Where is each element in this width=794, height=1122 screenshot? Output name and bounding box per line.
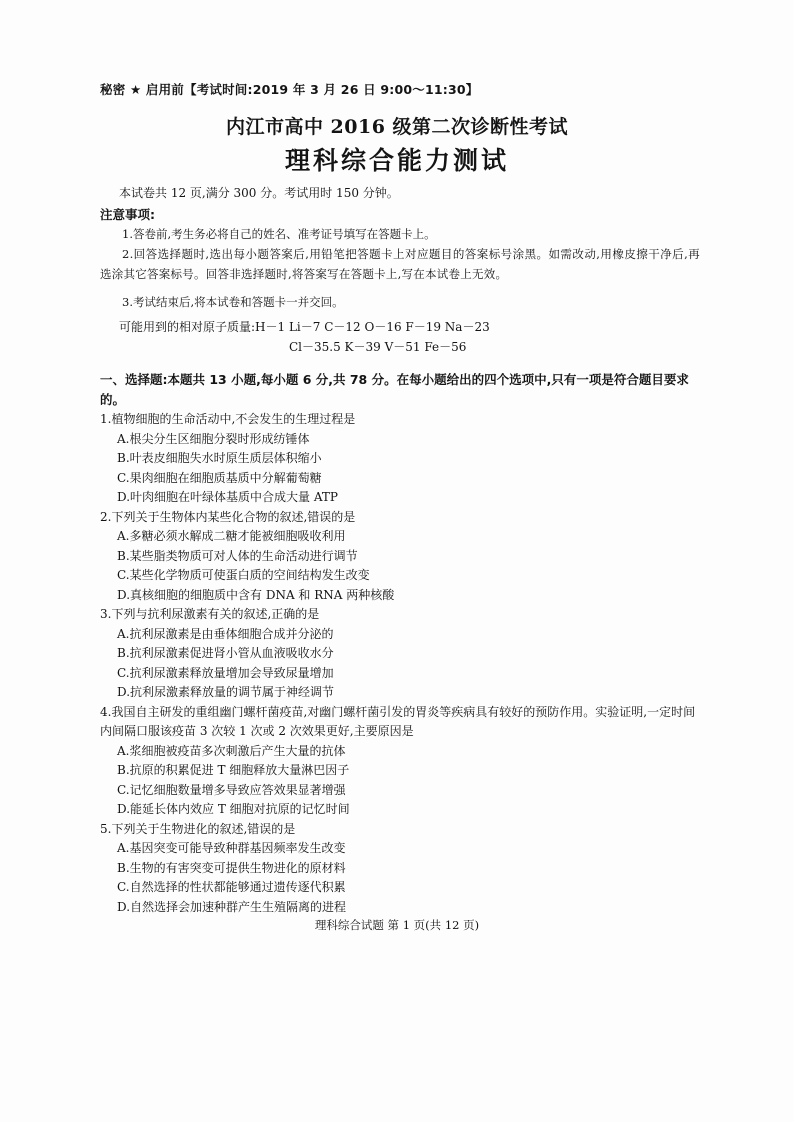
- option-c: C.果肉细胞在细胞质基质中分解葡萄糖: [117, 470, 322, 485]
- notice-item-text: 2.回答选择题时,选出每小题答案后,用铅笔把答题卡上对应题目的答案标号涂黑。如需改动,用橡皮擦干净后,再选涂其它答案标号。回答非选择题时,将答案写在答题卡上,写在本试卷上无效。: [100, 247, 700, 281]
- option-d: D.自然选择会加速种群产生生殖隔离的进程: [117, 899, 347, 914]
- page-footer: 理科综合试题 第 1 页(共 12 页): [314, 918, 480, 932]
- option-d: D.叶肉细胞在叶绿体基质中合成大量 ATP: [117, 490, 338, 504]
- option-a: A.多糖必须水解成二糖才能被细胞吸收利用: [117, 529, 346, 543]
- paper-intro: 本试卷共 12 页,满分 300 分。考试用时 150 分钟。: [119, 186, 399, 200]
- question-5: [100, 820, 700, 918]
- question-4: [100, 703, 700, 820]
- question-stem: 3.下列与抗利尿激素有关的叙述,正确的是: [100, 607, 320, 621]
- option-d: D.真核细胞的细胞质中含有 DNA 和 RNA 两种核酸: [117, 587, 395, 602]
- exam-title: 内江市高中 2016 级第二次诊断性考试: [225, 116, 569, 138]
- confidential-exam-time: 秘密 ★ 启用前【考试时间:2019 年 3 月 26 日 9:00～11:30】: [100, 82, 479, 97]
- notice-item-text: 3.考试结束后,将本试卷和答题卡一并交回。: [122, 295, 344, 309]
- option-a: A.浆细胞被疫苗多次刺激后产生大量的抗体: [117, 743, 346, 758]
- option-b: B.抗原的积累促进 T 细胞释放大量淋巴因子: [117, 763, 350, 777]
- atomic-masses-line-2: Cl－35.5 K－39 V－51 Fe－56: [289, 340, 467, 354]
- option-b: B.叶表皮细胞失水时原生质层体积缩小: [117, 451, 322, 465]
- question-list: [100, 410, 700, 917]
- option-a: A.基因突变可能导致种群基因频率发生改变: [117, 841, 346, 855]
- question-stem: 2.下列关于生物体内某些化合物的叙述,错误的是: [100, 509, 356, 524]
- question-stem: 4.我国自主研发的重组幽门螺杆菌疫苗,对幽门螺杆菌引发的胃炎等疾病具有较好的预防作用。实验证明,一定时间内间隔口服该疫苗 3 次较 1 次或 2 次效果更好,主要原因是: [100, 704, 696, 738]
- option-b: B.生物的有害突变可提供生物进化的原材料: [117, 860, 346, 875]
- option-c: C.自然选择的性状都能够通过遗传逐代积累: [117, 880, 346, 894]
- notice-item-1: [100, 224, 700, 244]
- option-a: A.抗利尿激素是由垂体细胞合成并分泌的: [117, 626, 334, 641]
- notice-heading: 注意事项:: [100, 207, 155, 222]
- option-c: C.抗利尿激素释放量增加会导致尿量增加: [117, 665, 334, 680]
- question-2: [100, 508, 700, 606]
- option-c: C.某些化学物质可使蛋白质的空间结构发生改变: [117, 568, 370, 582]
- option-d: D.抗利尿激素释放量的调节属于神经调节: [117, 685, 335, 699]
- exam-subtitle: 理科综合能力测试: [284, 146, 509, 175]
- notice-item-3: [100, 292, 700, 312]
- question-stem: 5.下列关于生物进化的叙述,错误的是: [100, 821, 296, 836]
- question-3: [100, 605, 700, 703]
- option-b: B.某些脂类物质可对人体的生命活动进行调节: [117, 548, 358, 563]
- notice-item-2: [100, 244, 700, 284]
- question-1: [100, 410, 700, 508]
- option-b: B.抗利尿激素促进肾小管从血液吸收水分: [117, 646, 334, 660]
- option-c: C.记忆细胞数量增多导致应答效果显著增强: [117, 782, 346, 797]
- question-stem: 1.植物细胞的生命活动中,不会发生的生理过程是: [100, 412, 356, 426]
- atomic-masses-line-1: 可能用到的相对原子质量:H－1 Li－7 C－12 O－16 F－19 Na－23: [119, 320, 490, 334]
- option-d: D.能延长体内效应 T 细胞对抗原的记忆时间: [117, 802, 350, 816]
- option-a: A.根尖分生区细胞分裂时形成纺锤体: [117, 431, 310, 446]
- notice-item-text: 1.答卷前,考生务必将自己的姓名、准考证号填写在答题卡上。: [122, 227, 436, 241]
- section-heading: 一、选择题:本题共 13 小题,每小题 6 分,共 78 分。在每小题给出的四个选项中,只有一项是符合题目要求的。: [100, 372, 689, 407]
- atomic-masses: [119, 317, 679, 357]
